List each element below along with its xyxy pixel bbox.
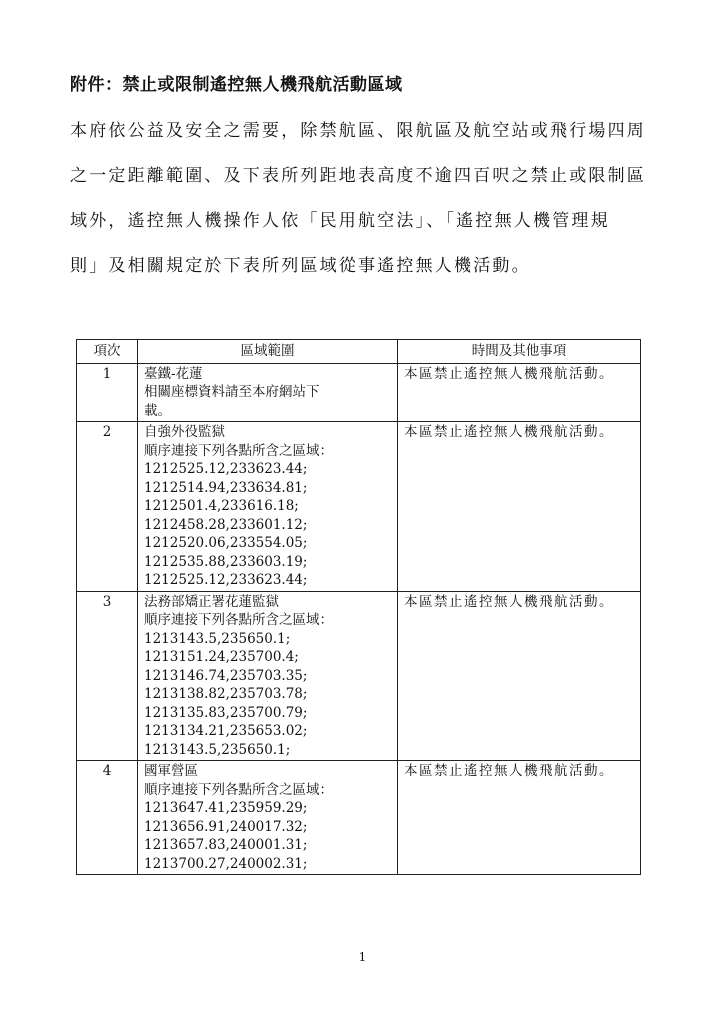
rule-cell bbox=[398, 761, 641, 875]
table-row bbox=[77, 422, 641, 592]
intro-line: 域外，遙控無人機操作人依「民用航空法」、「遙控無人機管理規 bbox=[70, 211, 610, 231]
row-number: 4 bbox=[77, 761, 138, 875]
coordinate-line: 1213151.24,235700.4; bbox=[144, 649, 299, 665]
coordinate-line: 1212501.4,233616.18; bbox=[144, 498, 299, 514]
coordinate-line: 1212525.12,233623.44; bbox=[144, 572, 308, 588]
coordinate-line: 1213135.83,235700.79; bbox=[144, 704, 308, 721]
rule-cell bbox=[398, 422, 641, 592]
coordinate-line: 1212520.06,233554.05; bbox=[144, 535, 308, 551]
coordinate-line: 1212458.28,233601.12; bbox=[144, 516, 308, 533]
table-row bbox=[77, 761, 641, 875]
header-item-number: 項次 bbox=[77, 340, 138, 364]
coordinate-line: 1213647.41,235959.29; bbox=[144, 800, 308, 816]
row-number: 1 bbox=[77, 363, 138, 422]
rule-text: 本區禁止遙控無人機飛航活動。 bbox=[404, 424, 614, 440]
coordinate-line: 1213138.82,235703.78; bbox=[144, 686, 308, 702]
table-row bbox=[77, 363, 641, 422]
coordinate-line: 1213134.21,235653.02; bbox=[144, 723, 308, 739]
rule-cell bbox=[398, 591, 641, 761]
area-cell bbox=[138, 422, 398, 592]
area-cell bbox=[138, 761, 398, 875]
area-desc-line: 載。 bbox=[144, 402, 171, 419]
area-name: 法務部矯正署花蓮監獄 bbox=[144, 593, 279, 610]
rule-text: 本區禁止遙控無人機飛航活動。 bbox=[404, 365, 614, 382]
area-desc-line: 順序連接下列各點所含之區域： bbox=[144, 612, 333, 628]
table-row bbox=[77, 591, 641, 761]
area-cell bbox=[138, 363, 398, 422]
row-number: 2 bbox=[77, 422, 138, 592]
header-time-and-notes: 時間及其他事項 bbox=[398, 340, 641, 364]
row-number: 3 bbox=[77, 591, 138, 761]
coordinate-line: 1213700.27,240002.31; bbox=[144, 855, 308, 872]
intro-paragraph bbox=[70, 116, 670, 296]
page-number: 1 bbox=[358, 950, 367, 964]
rule-text: 本區禁止遙控無人機飛航活動。 bbox=[404, 763, 614, 779]
coordinate-line: 1213656.91,240017.32; bbox=[144, 818, 308, 835]
coordinate-line: 1213143.5,235650.1; bbox=[144, 630, 291, 647]
area-desc-line: 相關座標資料請至本府網站下 bbox=[144, 384, 320, 400]
area-name: 國軍營區 bbox=[144, 763, 198, 779]
intro-line: 本府依公益及安全之需要，除禁航區、限航區及航空站或飛行場四周 bbox=[70, 121, 646, 141]
coordinate-line: 1213143.5,235650.1; bbox=[144, 741, 291, 758]
header-area-range: 區域範圍 bbox=[138, 340, 398, 364]
area-name: 自強外役監獄 bbox=[144, 424, 225, 440]
table-header-row bbox=[77, 340, 641, 364]
document-title: 附件：禁止或限制遙控無人機飛航活動區域 bbox=[70, 75, 403, 95]
coordinate-line: 1213657.83,240001.31; bbox=[144, 837, 308, 853]
rule-cell bbox=[398, 363, 641, 422]
restricted-zones-table bbox=[76, 339, 641, 875]
coordinate-line: 1212535.88,233603.19; bbox=[144, 553, 308, 570]
rule-text: 本區禁止遙控無人機飛航活動。 bbox=[404, 593, 614, 610]
coordinate-line: 1213146.74,235703.35; bbox=[144, 667, 308, 684]
area-cell bbox=[138, 591, 398, 761]
area-desc-line: 順序連接下列各點所含之區域： bbox=[144, 442, 333, 459]
area-desc-line: 順序連接下列各點所含之區域： bbox=[144, 781, 333, 798]
coordinate-line: 1212514.94,233634.81; bbox=[144, 479, 308, 496]
intro-line: 則」及相關規定於下表所列區域從事遙控無人機活動。 bbox=[70, 256, 531, 276]
coordinate-line: 1212525.12,233623.44; bbox=[144, 461, 308, 477]
intro-line: 之一定距離範圍、及下表所列距地表高度不逾四百呎之禁止或限制區 bbox=[70, 166, 646, 186]
area-name: 臺鐵-花蓮 bbox=[144, 365, 203, 382]
